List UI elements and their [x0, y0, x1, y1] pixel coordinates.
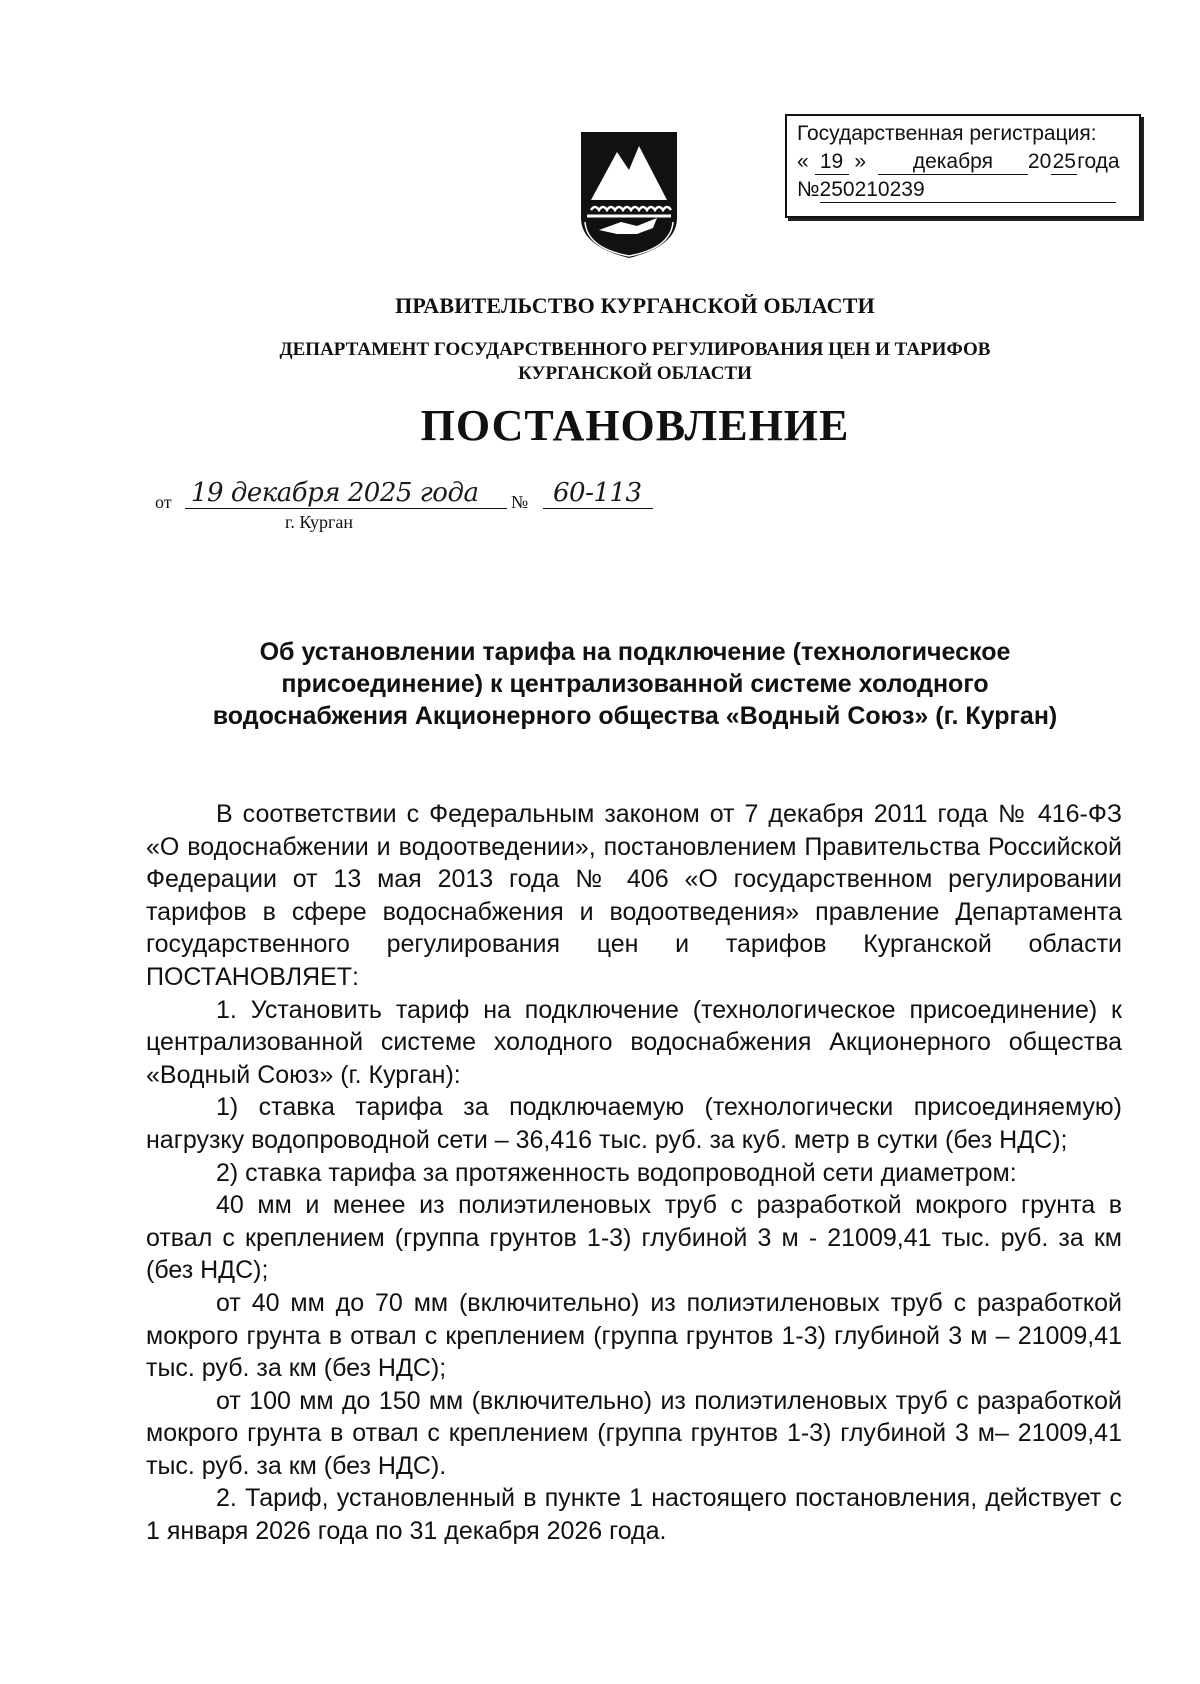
- registration-stamp: [785, 114, 1141, 218]
- date-field: [185, 478, 507, 509]
- subject-line3: водоснабжения Акционерного общества «Водный Союз» (г. Курган): [212, 702, 1058, 730]
- item-1-2-c-paragraph: от 100 мм до 150 мм (включительно) из полиэтиленовых труб с разработкой мокрого грунта в отвал с креплением (группа грунтов 1-3) глубиной 3 м– 21009,41 тыс. руб. за км (без НДС).: [146, 1386, 1122, 1480]
- registration-year-suffix: 25: [1052, 150, 1076, 173]
- registration-number: 250210239: [820, 178, 1116, 203]
- item-1-2-a-paragraph: 40 мм и менее из полиэтиленовых труб с разработкой мокрого грунта в отвал с креплением (группа грунтов 1-3) глубиной 3 м - 21009,41 тыс. руб. за км (без НДС);: [146, 1191, 1122, 1285]
- government-title: ПРАВИТЕЛЬСТВО КУРГАНСКОЙ ОБЛАСТИ: [395, 293, 875, 318]
- subject-line2: присоединение) к централизованной системе холодного: [281, 670, 989, 698]
- department-title-line1: ДЕПАРТАМЕНТ ГОСУДАРСТВЕННОГО РЕГУЛИРОВАНИЯ ЦЕН И ТАРИФОВ: [279, 339, 991, 360]
- document-body: [146, 798, 1122, 1548]
- document-type-title: ПОСТАНОВЛЕНИЕ: [420, 401, 850, 450]
- department-title-line2: КУРГАНСКОЙ ОБЛАСТИ: [518, 363, 752, 384]
- registration-number-label: №: [797, 178, 820, 201]
- coat-of-arms-emblem: [577, 130, 681, 260]
- date-from-label: от: [155, 492, 172, 512]
- registration-year-word: года: [1077, 150, 1120, 173]
- item-1-1-paragraph: 1) ставка тарифа за подключаемую (технологически присоединяемую) нагрузку водопроводной сети – 36,416 тыс. руб. за куб. метр в сутки (без НДС);: [146, 1093, 1122, 1154]
- registration-day: 19: [815, 150, 849, 175]
- dateline: [155, 478, 675, 532]
- doc-number-field: [543, 478, 653, 509]
- registration-number-line: [797, 176, 1139, 204]
- city-label: г. Курган: [285, 512, 354, 532]
- item-1-paragraph: 1. Установить тариф на подключение (технологическое присоединение) к централизованной системе холодного водоснабжения Акционерного общества «Водный Союз» (г. Курган):: [146, 995, 1122, 1089]
- item-2-paragraph: 2. Тариф, установленный в пункте 1 настоящего постановления, действует с 1 января 2026 года по 31 декабря 2026 года.: [146, 1484, 1122, 1546]
- preamble-paragraph: В соответствии с Федеральным законом от 7 декабря 2011 года № 416-ФЗ «О водоснабжении и водоотведении», постановлением Правительства Российской Федерации от 13 мая 2013 года № 406 «О государственном регулировании тарифов в сфере водоснабжения и водоотведения» правление Департамента государственного регулирования цен и тарифов Курганской области ПОСТАНОВЛЯЕТ:: [146, 800, 1122, 991]
- quote-open: «: [797, 150, 809, 173]
- item-1-2-paragraph: 2) ставка тарифа за протяженность водопроводной сети диаметром:: [216, 1158, 1017, 1187]
- registration-date: [797, 148, 1139, 176]
- registration-year-prefix: 20: [1027, 150, 1052, 173]
- handwritten-date: 19 декабря 2025 года: [191, 478, 479, 508]
- item-1-2-b-paragraph: от 40 мм до 70 мм (включительно) из полиэтиленовых труб с разработкой мокрого грунта в отвал с креплением (группа грунтов 1-3) глубиной 3 м – 21009,41 тыс. руб. за км (без НДС);: [146, 1288, 1122, 1383]
- document-subject: [0, 636, 1200, 732]
- registration-month: декабря: [878, 150, 1028, 175]
- department-title: [0, 338, 1200, 386]
- doc-number-label: №: [511, 492, 529, 512]
- subject-line1: Об установлении тарифа на подключение (технологическое: [259, 638, 1011, 666]
- registration-heading: Государственная регистрация:: [797, 122, 1097, 145]
- quote-close: »: [854, 150, 867, 173]
- handwritten-number: 60-113: [553, 478, 642, 508]
